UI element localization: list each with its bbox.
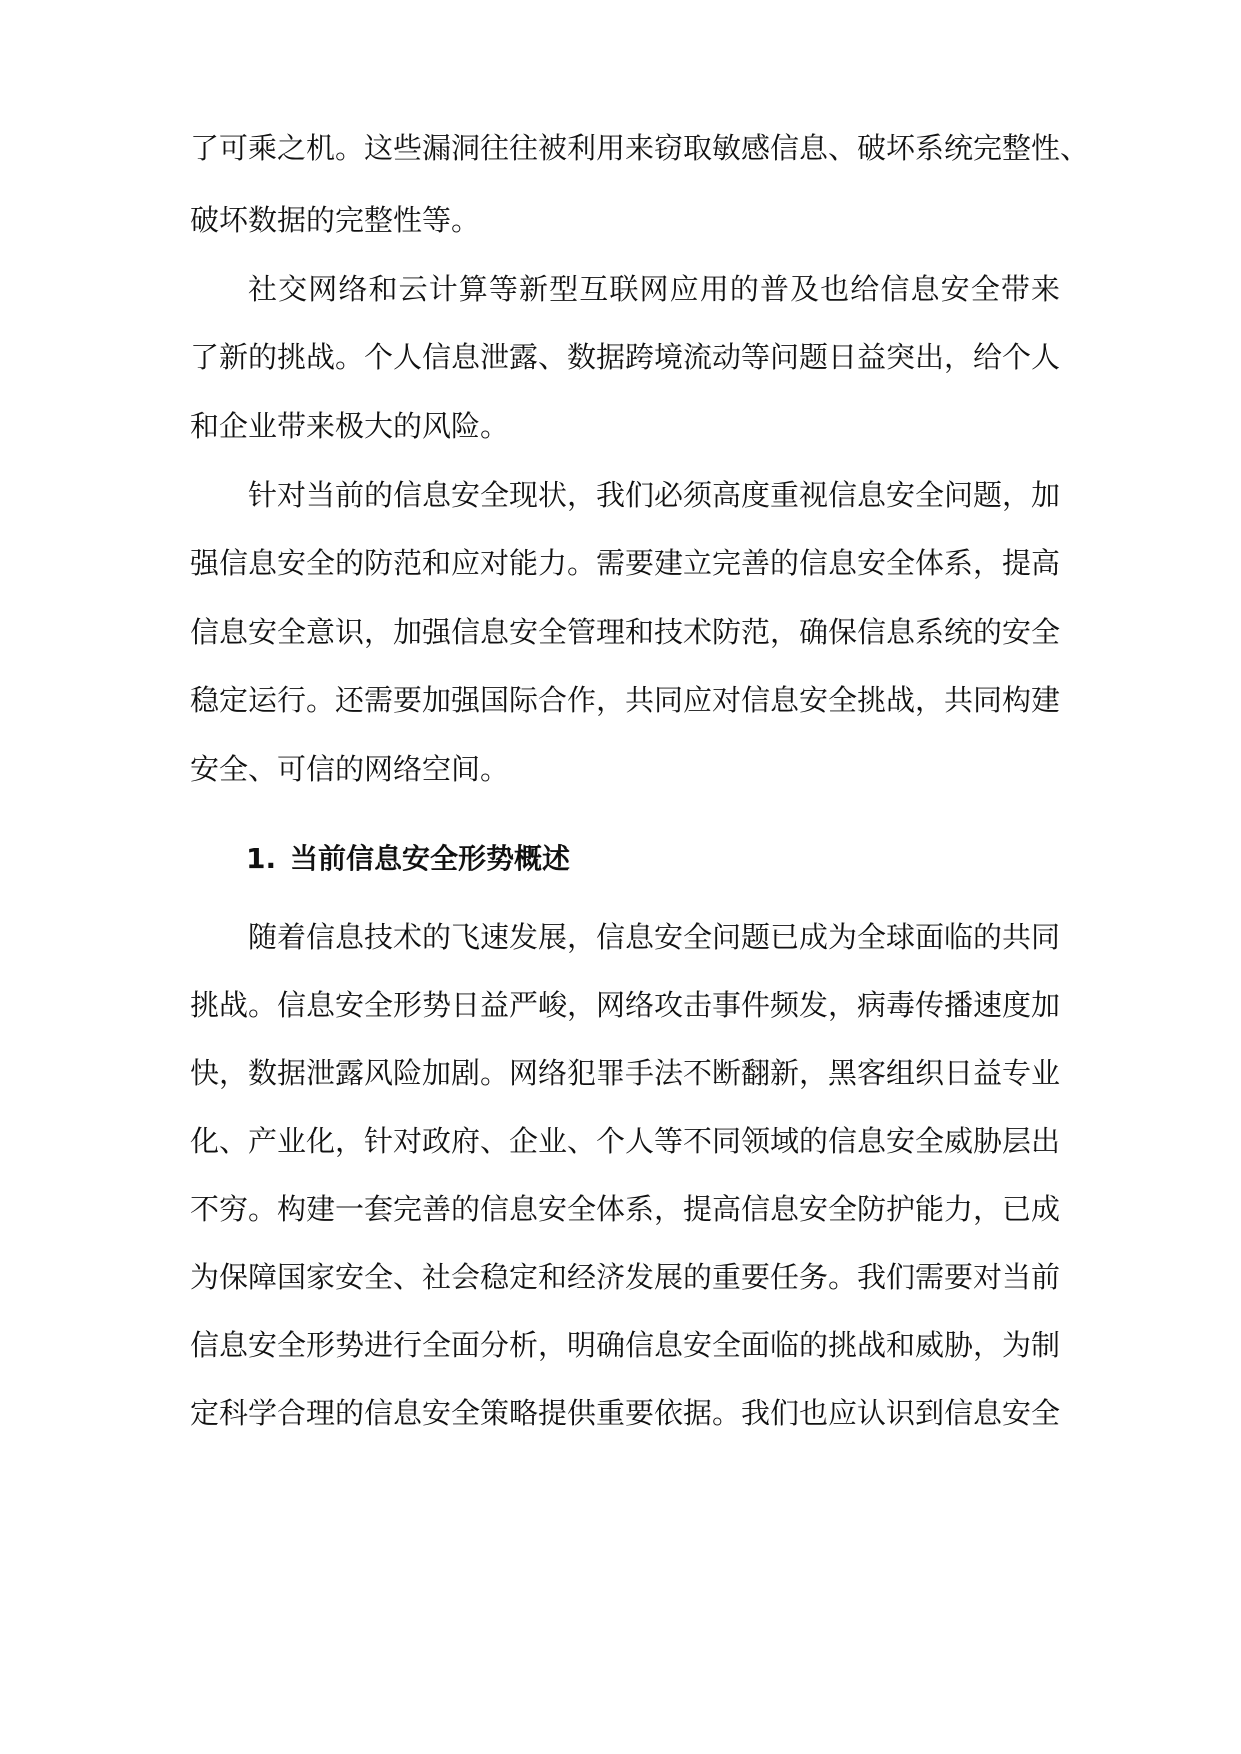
section-paragraph-line-4: 化、产业化，针对政府、企业、个人等不同领域的信息安全威胁层出 bbox=[190, 1124, 1061, 1158]
section-heading-text: 当前信息安全形势概述 bbox=[290, 842, 571, 875]
paragraph-2-line-3: 和企业带来极大的风险。 bbox=[190, 409, 510, 443]
section-paragraph-line-6: 为保障国家安全、社会稳定和经济发展的重要任务。我们需要对当前 bbox=[190, 1260, 1061, 1294]
section-heading-number: 1. bbox=[246, 842, 277, 875]
paragraph-2-line-1: 社交网络和云计算等新型互联网应用的普及也给信息安全带来 bbox=[248, 272, 1060, 306]
section-paragraph-line-8: 定科学合理的信息安全策略提供重要依据。我们也应认识到信息安全 bbox=[190, 1396, 1061, 1430]
section-paragraph-line-7: 信息安全形势进行全面分析，明确信息安全面临的挑战和威胁，为制 bbox=[190, 1328, 1061, 1362]
paragraph-1-line-1: 了可乘之机。这些漏洞往往被利用来窃取敏感信息、破坏系统完整性、 bbox=[190, 131, 1090, 165]
paragraph-3-line-1: 针对当前的信息安全现状，我们必须高度重视信息安全问题，加 bbox=[248, 478, 1061, 512]
paragraph-2-line-2: 了新的挑战。个人信息泄露、数据跨境流动等问题日益突出，给个人 bbox=[190, 340, 1061, 374]
section-paragraph-line-2: 挑战。信息安全形势日益严峻，网络攻击事件频发，病毒传播速度加 bbox=[190, 988, 1061, 1022]
paragraph-1-line-2: 破坏数据的完整性等。 bbox=[190, 203, 481, 237]
section-paragraph-line-1: 随着信息技术的飞速发展，信息安全问题已成为全球面临的共同 bbox=[248, 920, 1061, 954]
section-heading bbox=[246, 829, 570, 889]
paragraph-3-line-4: 稳定运行。还需要加强国际合作，共同应对信息安全挑战，共同构建 bbox=[190, 683, 1061, 717]
section-paragraph-line-3: 快，数据泄露风险加剧。网络犯罪手法不断翻新，黑客组织日益专业 bbox=[190, 1056, 1061, 1090]
paragraph-3-line-5: 安全、可信的网络空间。 bbox=[190, 752, 510, 786]
paragraph-3-line-2: 强信息安全的防范和应对能力。需要建立完善的信息安全体系，提高 bbox=[190, 546, 1061, 580]
paragraph-3-line-3: 信息安全意识，加强信息安全管理和技术防范，确保信息系统的安全 bbox=[190, 615, 1061, 649]
section-paragraph-line-5: 不穷。构建一套完善的信息安全体系，提高信息安全防护能力，已成 bbox=[190, 1192, 1061, 1226]
